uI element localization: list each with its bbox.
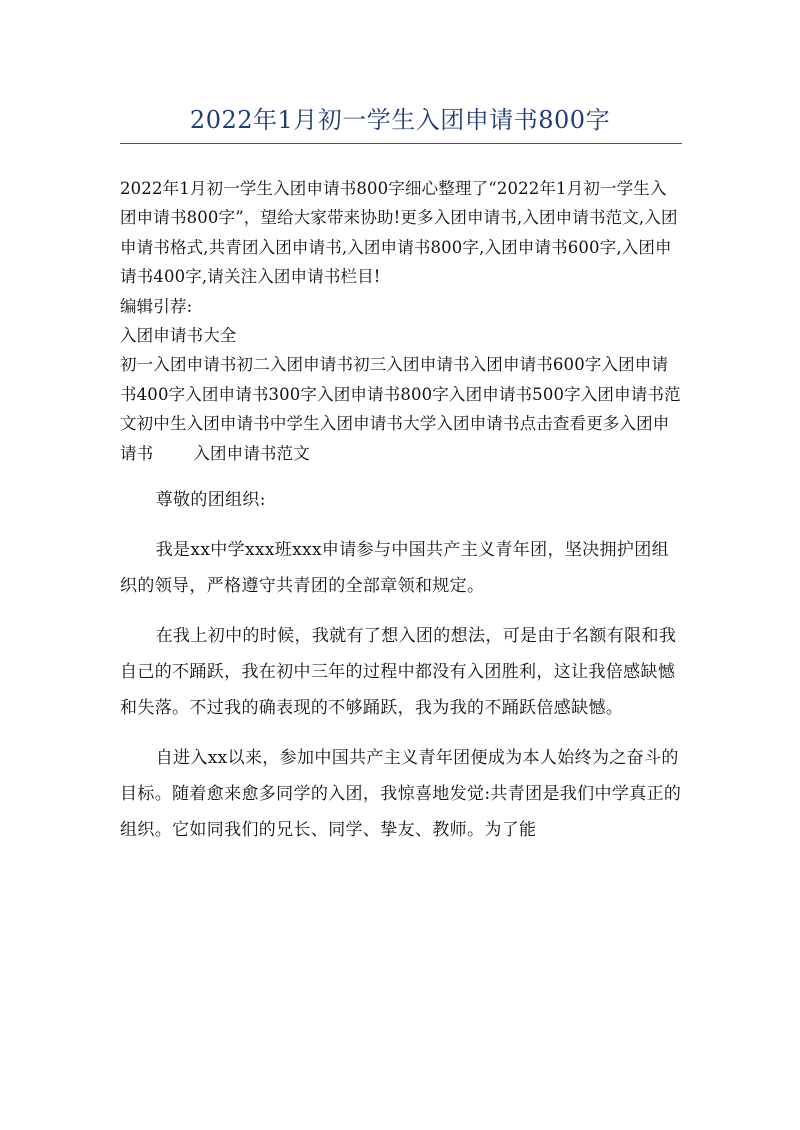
letter-section xyxy=(120,482,682,848)
letter-paragraph-2: 在我上初中的时候，我就有了想入团的想法，可是由于名额有限和我自己的不踊跃，我在初中三年的过程中都没有入团胜利，这让我倍感缺憾和失落。不过我的确表现的不够踊跃，我为我的不踊跃倍感缺憾。 xyxy=(120,626,677,719)
related-links[interactable]: 初一入团申请书初二入团申请书初三入团申请书入团申请书600字入团申请书400字入团申请书300字入团申请书800字入团申请书500字入团申请书范文初中生入团申请书中学生入团申请书大学入团申请书点击查看更多入团申请书 xyxy=(120,355,681,463)
document-body xyxy=(120,174,682,848)
related-link-tail[interactable]: 入团申请书范文 xyxy=(193,443,310,463)
collection-heading: 入团申请书大全 xyxy=(120,326,237,346)
letter-salutation: 尊敬的团组织: xyxy=(155,490,266,511)
editor-recommendation-label: 编辑引荐: xyxy=(120,296,193,316)
related-links-text xyxy=(120,350,682,468)
letter-paragraph-1: 我是xx中学xxx班xxx申请参与中国共产主义青年团，坚决拥护团组织的领导，严格遵守共青团的全部章领和规定。 xyxy=(120,540,669,597)
intro-section xyxy=(120,174,682,468)
document-title: 2022年1月初一学生入团申请书800字 xyxy=(189,106,611,134)
intro-paragraph: 2022年1月初一学生入团申请书800字细心整理了“2022年1月初一学生入团申请书800字”，望给大家带来协助!更多入团申请书,入团申请书范文,入团申请书格式,共青团入团申请书,入团申请书800字,入团申请书600字,入团申请书400字,请关注入团申请书栏目! xyxy=(120,179,678,287)
title-underline xyxy=(120,143,682,144)
letter-paragraph-3: 自进入xx以来，参加中国共产主义青年团便成为本人始终为之奋斗的目标。随着愈来愈多同学的入团，我惊喜地发觉:共青团是我们中学真正的组织。它如同我们的兄长、同学、挚友、教师。为了能 xyxy=(120,748,682,841)
